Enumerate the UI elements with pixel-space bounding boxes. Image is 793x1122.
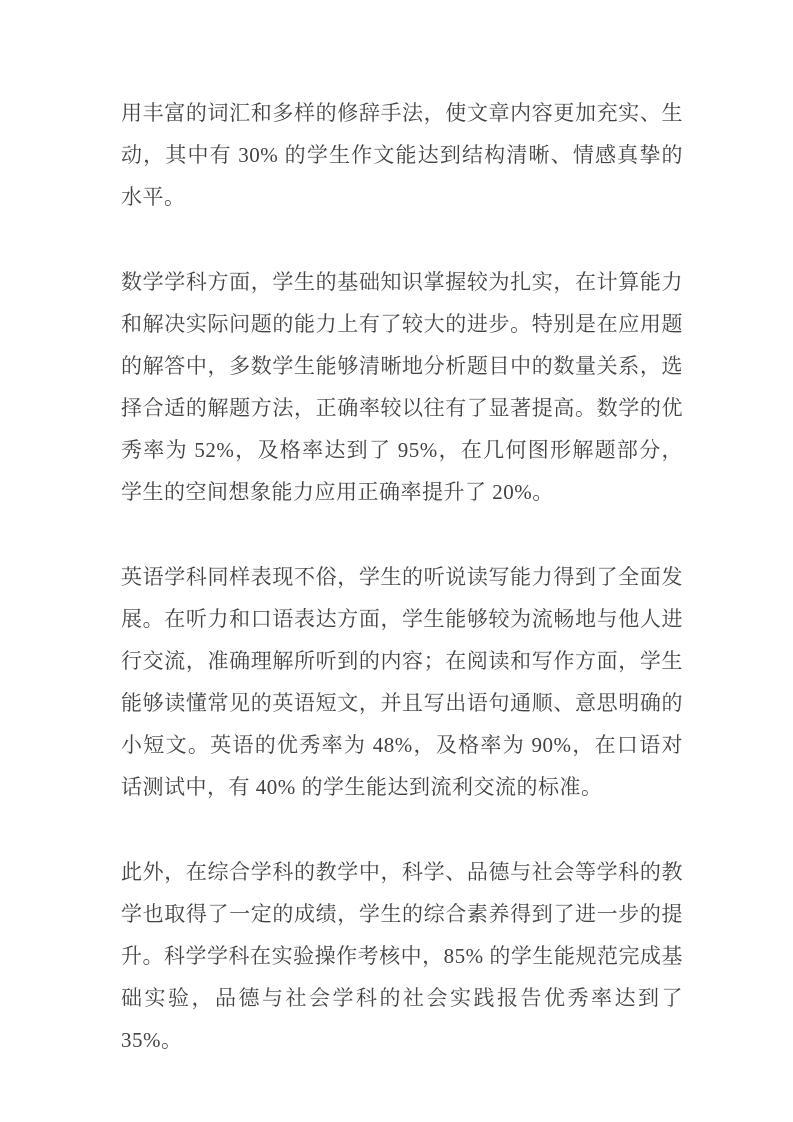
paragraph-english-results: 英语学科同样表现不俗，学生的听说读写能力得到了全面发展。在听力和口语表达方面，学生能够较为流畅地与他人进行交流，准确理解所听到的内容；在阅读和写作方面，学生能够读懂常见的英语短文，并且写出语句通顺、意思明确的小短文。英语的优秀率为 48%，及格率为 90%，在口语对话测试中，有 40% 的学生能达到流利交流的标准。	[121, 565, 684, 799]
document-text-block	[121, 92, 683, 1061]
paragraph-writing-results: 用丰富的词汇和多样的修辞手法，使文章内容更加充实、生动，其中有 30% 的学生作文能达到结构清晰、情感真挚的水平。	[121, 101, 683, 209]
paragraph-math-results: 数学学科方面，学生的基础知识掌握较为扎实，在计算能力和解决实际问题的能力上有了较大的进步。特别是在应用题的解答中，多数学生能够清晰地分析题目中的数量关系，选择合适的解题方法，正确率较以往有了显著提高。数学的优秀率为 52%，及格率达到了 95%，在几何图形解题部分，学生的空间想象能力应用正确率提升了 20%。	[121, 270, 683, 504]
paragraph-comprehensive-results: 此外，在综合学科的教学中，科学、品德与社会等学科的教学也取得了一定的成绩，学生的综合素养得到了进一步的提升。科学学科在实验操作考核中，85% 的学生能规范完成基础实验，品德与社会学科的社会实践报告优秀率达到了 35%。	[121, 860, 683, 1052]
